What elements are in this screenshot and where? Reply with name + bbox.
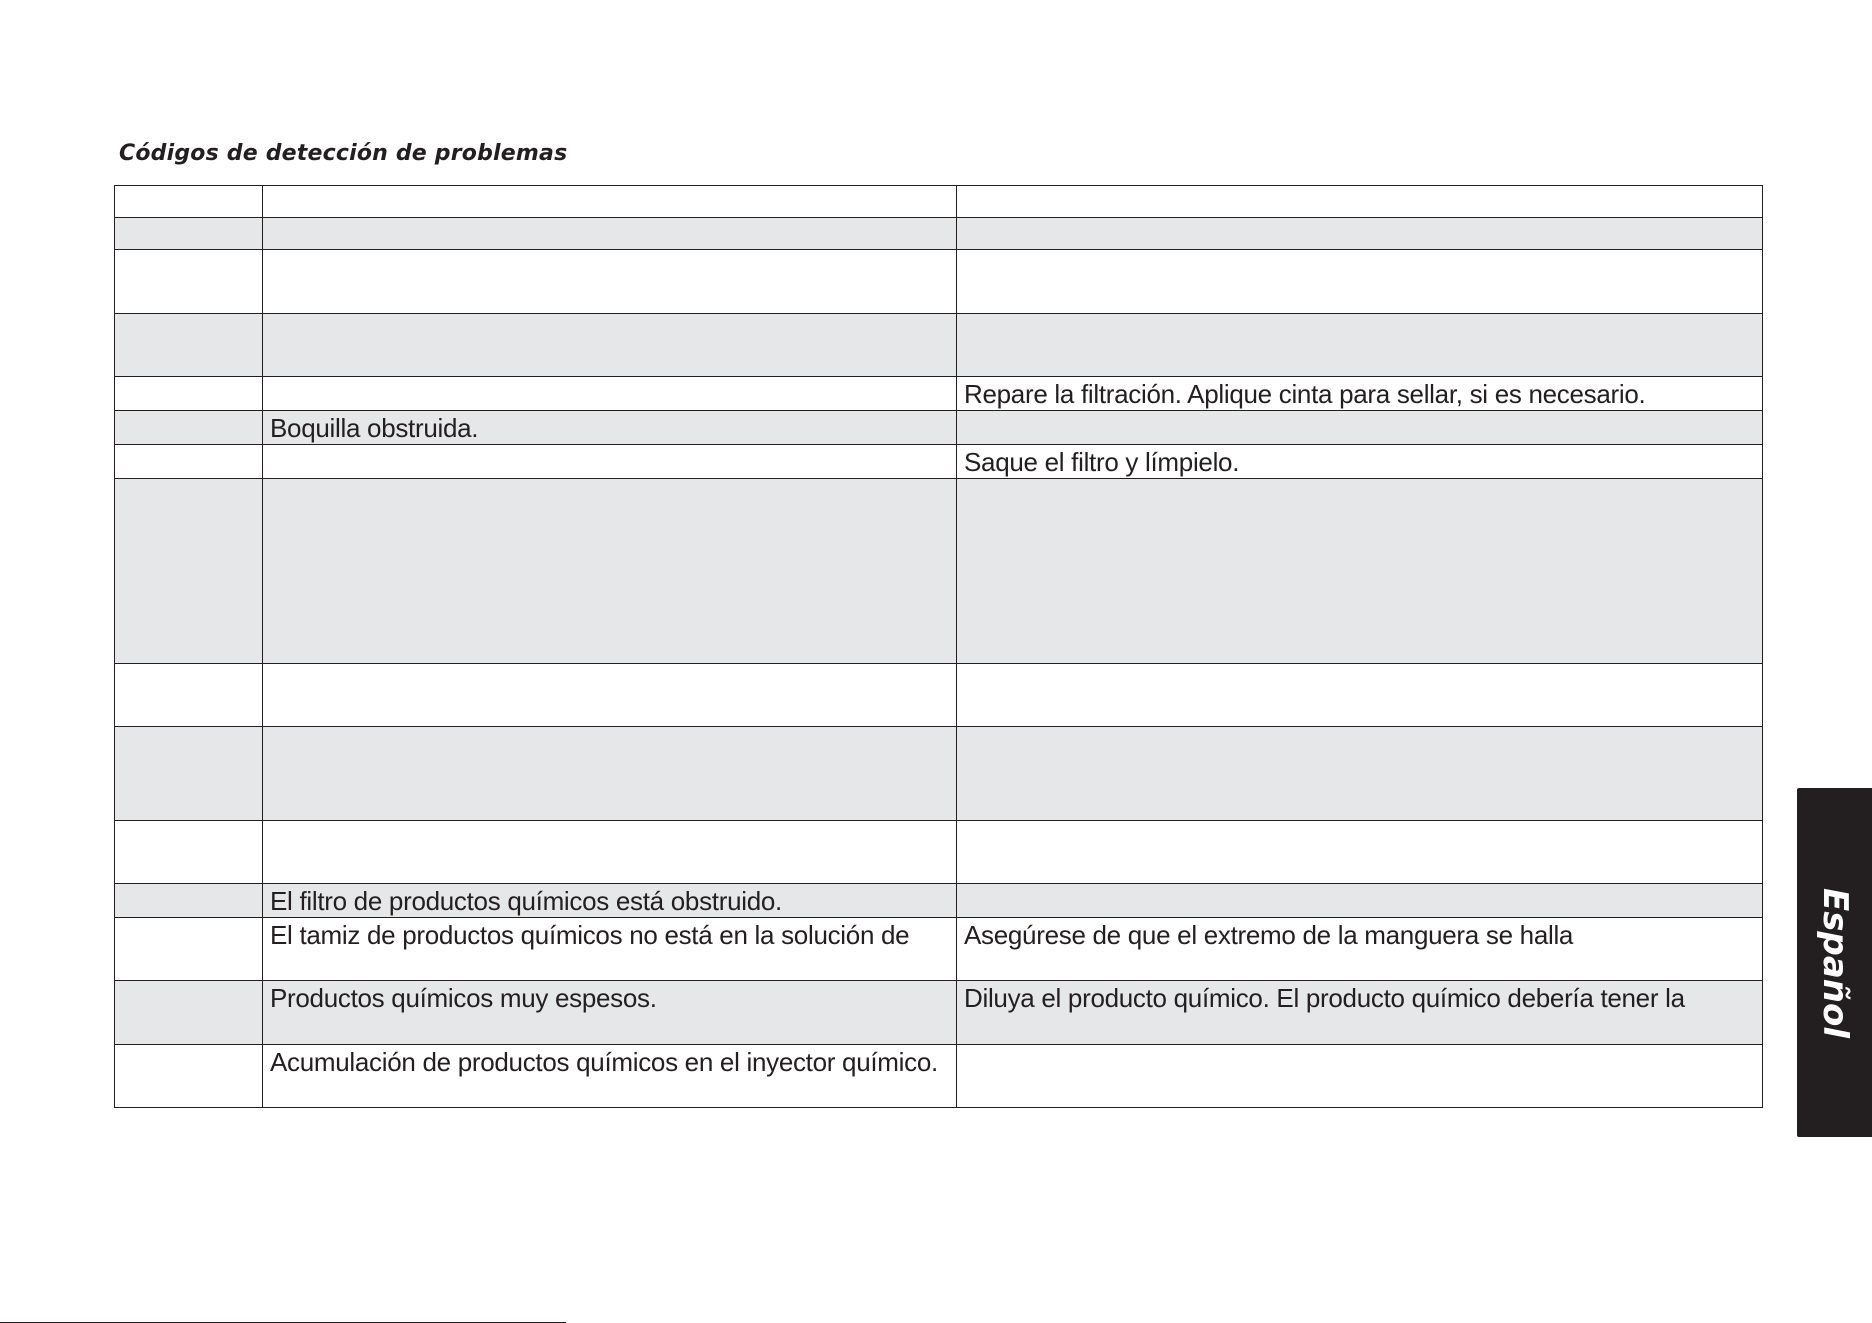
code-cell <box>115 1045 263 1108</box>
solution-cell <box>957 314 1763 377</box>
solution-cell <box>957 1045 1763 1108</box>
language-side-tab <box>1797 788 1872 1137</box>
table-row <box>115 479 1763 664</box>
solution-cell <box>957 186 1763 218</box>
cause-cell: Productos químicos muy espesos. <box>263 981 957 1045</box>
language-tab-label: Español <box>1814 887 1855 1038</box>
table-row <box>115 727 1763 821</box>
table-row <box>115 884 1763 918</box>
table-row <box>115 981 1763 1045</box>
cause-cell <box>263 727 957 821</box>
table-row <box>115 186 1763 218</box>
cause-cell <box>263 186 957 218</box>
code-cell <box>115 411 263 445</box>
table-row <box>115 918 1763 981</box>
solution-cell <box>957 664 1763 727</box>
cause-cell: El filtro de productos químicos está obstruido. <box>263 884 957 918</box>
solution-cell: Diluya el producto químico. El producto químico debería tener la <box>957 981 1763 1045</box>
cause-cell: Boquilla obstruida. <box>263 411 957 445</box>
table-row <box>115 411 1763 445</box>
cause-cell <box>263 218 957 250</box>
code-cell <box>115 664 263 727</box>
code-cell <box>115 445 263 479</box>
solution-cell <box>957 411 1763 445</box>
solution-cell: Saque el filtro y límpielo. <box>957 445 1763 479</box>
cause-cell <box>263 445 957 479</box>
code-cell <box>115 377 263 411</box>
table-row <box>115 250 1763 314</box>
solution-cell <box>957 250 1763 314</box>
solution-cell <box>957 727 1763 821</box>
table-row <box>115 377 1763 411</box>
code-cell <box>115 918 263 981</box>
code-cell <box>115 250 263 314</box>
cause-cell <box>263 314 957 377</box>
cause-cell <box>263 377 957 411</box>
code-cell <box>115 821 263 884</box>
code-cell <box>115 884 263 918</box>
solution-cell <box>957 218 1763 250</box>
cause-cell: El tamiz de productos químicos no está en la solución de <box>263 918 957 981</box>
table-row <box>115 314 1763 377</box>
solution-cell: Repare la filtración. Aplique cinta para sellar, si es necesario. <box>957 377 1763 411</box>
cause-cell <box>263 479 957 664</box>
cause-cell <box>263 664 957 727</box>
cause-cell <box>263 250 957 314</box>
cause-cell: Acumulación de productos químicos en el inyector químico. <box>263 1045 957 1108</box>
table-row <box>115 664 1763 727</box>
table-row <box>115 821 1763 884</box>
table-row <box>115 1045 1763 1108</box>
solution-cell: Asegúrese de que el extremo de la manguera se halla <box>957 918 1763 981</box>
table-row <box>115 445 1763 479</box>
solution-cell <box>957 479 1763 664</box>
code-cell <box>115 218 263 250</box>
solution-cell <box>957 884 1763 918</box>
code-cell <box>115 479 263 664</box>
code-cell <box>115 981 263 1045</box>
code-cell <box>115 727 263 821</box>
table-row <box>115 218 1763 250</box>
cause-cell <box>263 821 957 884</box>
solution-cell <box>957 821 1763 884</box>
code-cell <box>115 186 263 218</box>
troubleshooting-table <box>114 185 1763 1108</box>
code-cell <box>115 314 263 377</box>
page-title: Códigos de detección de problemas <box>119 141 568 166</box>
